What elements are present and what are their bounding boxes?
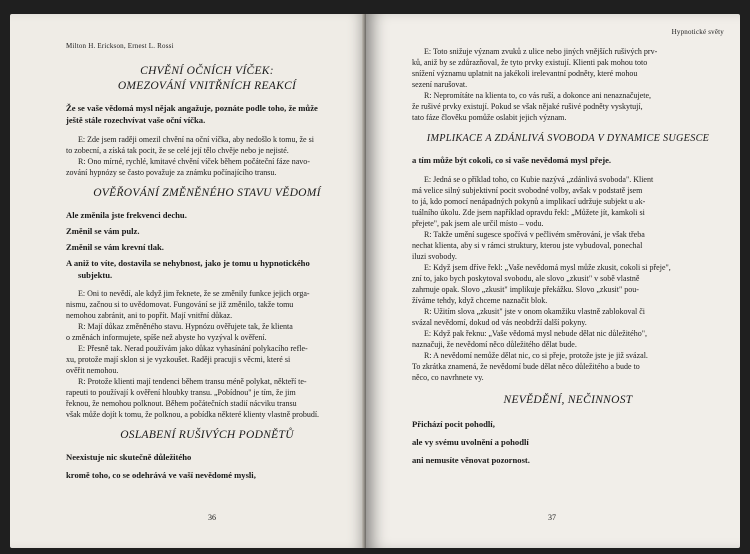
commentary-line: iluzi svobody. bbox=[412, 252, 457, 261]
suggestion-line: ani nemusíte věnovat pozornost. bbox=[412, 455, 530, 465]
commentary-line: to já, kdo pomocí nenápadných pokynů a implikací udržuje subjekt u ak- bbox=[412, 197, 646, 206]
commentary-line: R: Užitím slova „zkusit" jste v onom okamžiku vlastně zablokoval či bbox=[424, 307, 645, 316]
commentary-line: zování hypnózy se často považuje za známku počínajícího transu. bbox=[66, 168, 277, 177]
commentary-line: žíváme tehdy, když chceme naznačit blok. bbox=[412, 296, 548, 305]
commentary-line: R: Protože klienti mají tendenci během transu méně polykat, někteří te- bbox=[78, 377, 307, 386]
page-number: 36 bbox=[208, 513, 216, 522]
commentary-line: nismu, začnou si to uvědomovat. Fungování se již změnilo, takže tomu bbox=[66, 300, 294, 309]
commentary-line: o změnách informujete, spíše než abyste ho vyzýval k ověření. bbox=[66, 333, 267, 342]
commentary-line: nemohou zabránit, ani to popřít. Mají vnitřní důkaz. bbox=[66, 311, 233, 320]
commentary-line: přejete", pak jsem ale určil místo – vodu. bbox=[412, 219, 544, 228]
section-heading-not-knowing: NEVĚDĚNÍ, NEČINNOST bbox=[503, 394, 633, 406]
left-page bbox=[10, 14, 366, 548]
commentary-line: svázal nevědomí, dokud od vás neobdrží další pokyny. bbox=[412, 318, 587, 327]
section-subheading-eyelids: OMEZOVÁNÍ VNITŘNÍCH REAKCÍ bbox=[117, 80, 297, 92]
commentary-line: E: Zde jsem raději omezil chvění na oční víčka, aby nedošlo k tomu, že si bbox=[78, 135, 314, 144]
suggestion-line: ještě stále rozechvívat vaše oční víčka. bbox=[66, 115, 206, 125]
commentary-line: To zkrátka znamená, že nevědomí bude dělat něco důležitého a bude to bbox=[412, 362, 640, 371]
suggestion-line: Přichází pocit pohodlí, bbox=[412, 419, 495, 429]
commentary-line: tato fáze člověku pomůže oslabit jejich význam. bbox=[412, 113, 567, 122]
commentary-line: sezení narušovat. bbox=[412, 80, 468, 89]
commentary-line: R: Ono mírné, rychlé, kmitavé chvění víček během počáteční fáze navo- bbox=[78, 157, 310, 166]
commentary-line: R: Takže umění sugesce spočívá v pečlivém směrování, je však třeba bbox=[424, 230, 645, 239]
section-heading-verification: OVĚŘOVÁNÍ ZMĚNĚNÉHO STAVU VĚDOMÍ bbox=[93, 187, 321, 199]
commentary-line: nechat klienta, aby si v rámci struktury, kterou jste vybudoval, ponechal bbox=[412, 241, 643, 250]
commentary-line: R: A nevědomí nemůže dělat nic, co si přeje, protože jste je již svázal. bbox=[424, 351, 648, 360]
suggestion-line: kromě toho, co se odehrává ve vaší nevědomé mysli, bbox=[66, 470, 256, 480]
commentary-line: R: Mají důkaz změněného stavu. Hypnózu ověřujete tak, že klienta bbox=[78, 322, 293, 331]
commentary-line: E: Přesně tak. Nerad používám jako důkaz vyhasínání polykacího refle- bbox=[78, 344, 308, 353]
suggestion-line: A aniž to víte, dostavila se nehybnost, jako je tomu u hypnotického bbox=[66, 258, 310, 268]
section-heading-implication: IMPLIKACE A ZDÁNLIVÁ SVOBODA V DYNAMICE SUGESCE bbox=[426, 133, 710, 144]
suggestion-line: ale vy svému uvolnění a pohodlí bbox=[412, 437, 529, 447]
commentary-line: že rušivé prvky existují. Pokud se však nějaké rušivé podněty vyskytují, bbox=[412, 102, 643, 111]
commentary-line: má velice silný subjektivní pocit svobodné volby, avšak v podstatě jsem bbox=[412, 186, 643, 195]
suggestion-line: Že se vaše vědomá mysl nějak angažuje, poznáte podle toho, že může bbox=[66, 103, 318, 113]
commentary-line: E: Oni to nevědí, ale když jim řeknete, že se změnily funkce jejich orga- bbox=[78, 289, 310, 298]
commentary-line: naznačuji, že nevědomí něco důležitého dělat bude. bbox=[412, 340, 577, 349]
page-number: 37 bbox=[548, 513, 556, 522]
suggestion-line: Změnil se vám krevní tlak. bbox=[66, 242, 164, 252]
commentary-line: ověřit nemohou. bbox=[66, 366, 119, 375]
running-head-left: Milton H. Erickson, Ernest L. Rossi bbox=[66, 42, 174, 50]
commentary-line: to zobecní, a získá tak pocit, že se celé její tělo chvěje nebo je nejisté. bbox=[66, 146, 289, 155]
commentary-line: E: Když pak řeknu: „Vaše vědomá mysl nebude dělat nic důležitého", bbox=[424, 329, 647, 338]
commentary-line: E: Když jsem dříve řekl: „Vaše nevědomá mysl může zkusit, cokoli si přeje", bbox=[424, 263, 671, 272]
commentary-line: rapeuti to používají k ověření hloubky transu. „Pobídnou" je tím, že jim bbox=[66, 388, 296, 397]
suggestion-line: subjektu. bbox=[78, 270, 113, 280]
commentary-line: E: Toto snižuje význam zvuků z ulice nebo jiných vnějších rušivých prv- bbox=[424, 47, 658, 56]
running-head-right: Hypnotické světy bbox=[671, 28, 724, 36]
suggestion-line: Neexistuje nic skutečně důležitého bbox=[66, 452, 192, 462]
right-page bbox=[366, 14, 740, 548]
commentary-line: tuálního úkolu. Zde jsem například opravdu řekl: „Můžete jít, kamkoli si bbox=[412, 208, 645, 217]
commentary-line: E: Jedná se o příklad toho, co Kubie nazývá „zdánlivá svoboda". Klient bbox=[424, 175, 654, 184]
commentary-line: R: Nepromítáte na klienta to, co vás ruší, a dokonce ani nenaznačujete, bbox=[424, 91, 652, 100]
suggestion-line: Změnil se vám pulz. bbox=[66, 226, 140, 236]
commentary-line: zahrnuje opak. Slovo „zkusit" implikuje překážku. Slovo „zkusit" pou- bbox=[412, 285, 639, 294]
suggestion-line: Ale změnila jste frekvenci dechu. bbox=[66, 210, 187, 220]
commentary-line: ků, aniž by se zdůrazňoval, že tyto prvky existují. Klienti pak mohou toto bbox=[412, 58, 648, 67]
commentary-line: zní to, jako bych poskytoval svobodu, ale slovo „zkusit" v sobě vlastně bbox=[412, 274, 640, 283]
commentary-line: snížení významu uplatnit na jakékoli irelevantní podněty, které mohou bbox=[412, 69, 638, 78]
commentary-line: však může dojít k tomu, že polknou, a pobídka některé klienty vlastně probudí. bbox=[66, 410, 320, 419]
section-heading-distractions: OSLABENÍ RUŠIVÝCH PODNĚTŮ bbox=[120, 429, 294, 441]
commentary-line: řeknou, že nemohou polknout. Během počátečních stadií nácviku transu bbox=[66, 399, 297, 408]
suggestion-line: a tím může být cokoli, co si vaše nevědomá mysl přeje. bbox=[412, 155, 612, 165]
section-heading-eyelids: CHVĚNÍ OČNÍCH VÍČEK: bbox=[140, 65, 274, 77]
commentary-line: něco, co navrhnete vy. bbox=[412, 373, 484, 382]
commentary-line: xu, protože mají sklon si je vyzkoušet. Raději pracuji s věcmi, které si bbox=[66, 355, 291, 364]
